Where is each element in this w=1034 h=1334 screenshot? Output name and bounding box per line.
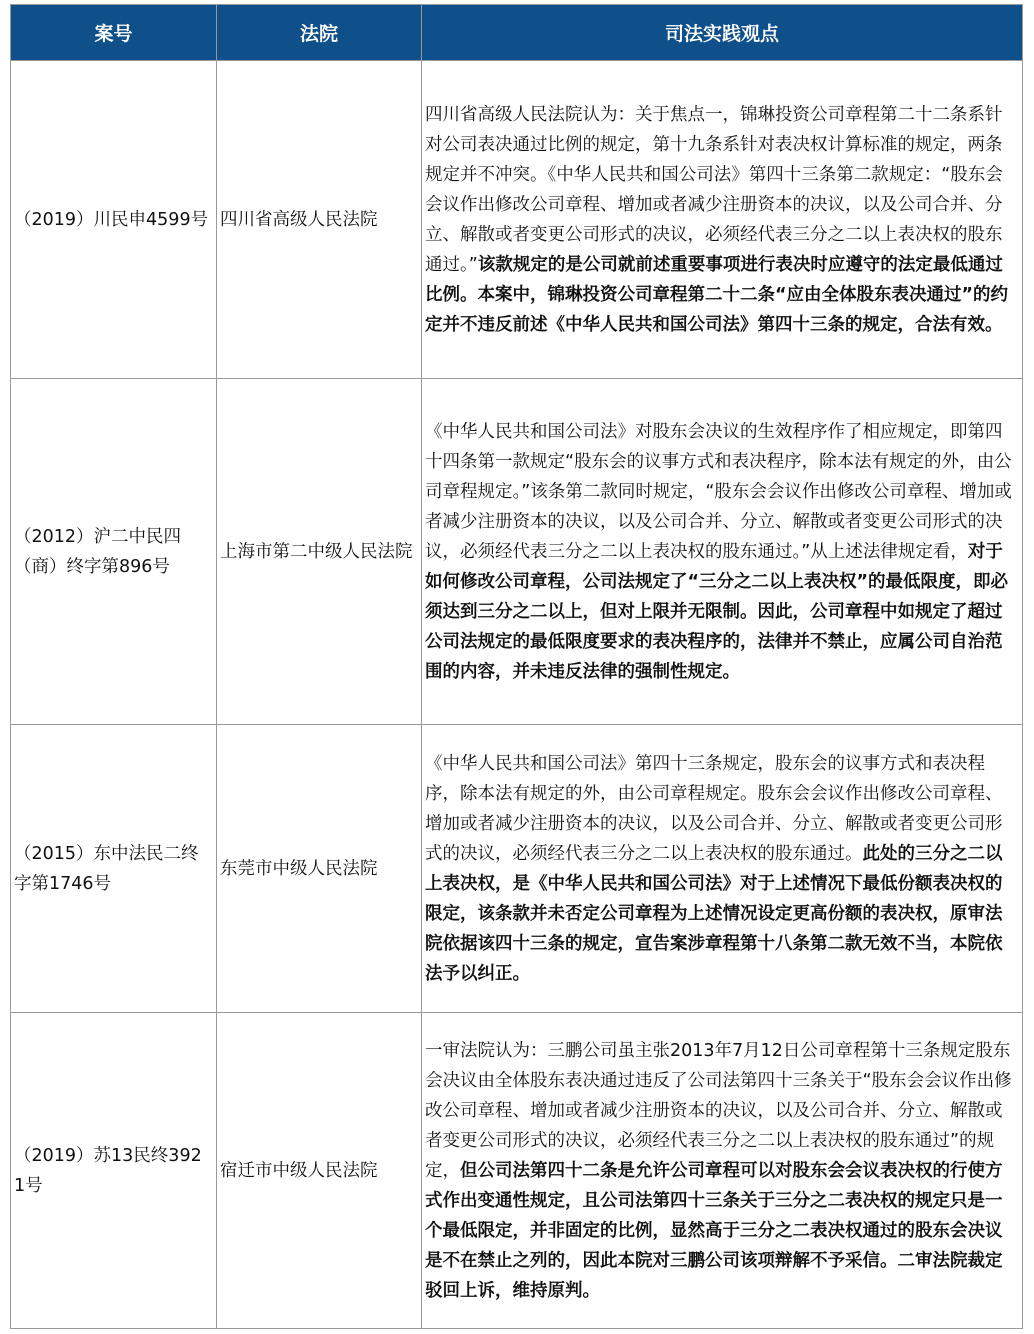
header-judicial-opinion: 司法实践观点 <box>422 5 1023 61</box>
opinion-cell <box>422 379 1023 725</box>
opinion-text: 《中华人民共和国公司法》对股东会决议的生效程序作了相应规定，即第四十四条第一款规定“股东会的议事方式和表决程序，除本法有规定的外，由公司章程规定。”该条第二款同时规定，“股东会会议作出修改公司章程、增加或者减少注册资本的决议，以及公司合并、分立、解散或者变更公司形式的决议，必须经代表三分之二以上表决权的股东通过。”从上述法律规定看， <box>425 421 1012 562</box>
case-number-cell: （2012）沪二中民四（商）终字第896号 <box>11 379 217 725</box>
case-number-cell: （2019）川民申4599号 <box>11 61 217 379</box>
opinion-emphasis: 此处的三分之二以上表决权，是《中华人民共和国公司法》对于上述情况下最低份额表决权的限定，该条款并未否定公司章程为上述情况设定更高份额的表决权，原审法院依据该四十三条的规定，宣告案涉章程第十八条第二款无效不当，本院依法予以纠正。 <box>425 843 1003 984</box>
header-case-number: 案号 <box>11 5 217 61</box>
table-header-row <box>11 5 1023 61</box>
court-cell: 宿迁市中级人民法院 <box>217 1013 422 1329</box>
table-row <box>11 725 1023 1013</box>
table-row <box>11 1013 1023 1329</box>
court-cell: 上海市第二中级人民法院 <box>217 379 422 725</box>
table-row <box>11 379 1023 725</box>
opinion-emphasis: 对于如何修改公司章程，公司法规定了“三分之二以上表决权”的最低限度，即必须达到三分之二以上，但对上限并无限制。因此，公司章程中如规定了超过公司法规定的最低限度要求的表决程序的，法律并不禁止，应属公司自治范围的内容，并未违反法律的强制性规定。 <box>425 541 1009 682</box>
opinion-emphasis: 该款规定的是公司就前述重要事项进行表决时应遵守的法定最低通过比例。本案中，锦琳投资公司章程第二十二条“应由全体股东表决通过”的约定并不违反前述《中华人民共和国公司法》第四十三条的规定，合法有效。 <box>425 254 1009 335</box>
opinion-text: 《中华人民共和国公司法》第四十三条规定，股东会的议事方式和表决程序，除本法有规定的外，由公司章程规定。股东会会议作出修改公司章程、增加或者减少注册资本的决议，以及公司合并、分立、解散或者变更公司形式的决议，必须经代表三分之二以上表决权的股东通过。 <box>425 753 1003 864</box>
case-table <box>10 4 1023 1329</box>
court-cell: 四川省高级人民法院 <box>217 61 422 379</box>
opinion-cell <box>422 725 1023 1013</box>
court-cell: 东莞市中级人民法院 <box>217 725 422 1013</box>
case-number-cell: （2015）东中法民二终字第1746号 <box>11 725 217 1013</box>
opinion-cell <box>422 1013 1023 1329</box>
header-court: 法院 <box>217 5 422 61</box>
table-row <box>11 61 1023 379</box>
opinion-emphasis: 但公司法第四十二条是允许公司章程可以对股东会会议表决权的行使方式作出变通性规定，且公司法第四十三条关于三分之二表决权的规定只是一个最低限定，并非固定的比例，显然高于三分之二表决权通过的股东会决议是不在禁止之列的，因此本院对三鹏公司该项辩解不予采信。二审法院裁定驳回上诉，维持原判。 <box>425 1160 1003 1301</box>
opinion-text: 四川省高级人民法院认为：关于焦点一，锦琳投资公司章程第二十二条系针对公司表决通过比例的规定，第十九条系针对表决权计算标准的规定，两条规定并不冲突。《中华人民共和国公司法》第四十三条第二款规定：“股东会会议作出修改公司章程、增加或者减少注册资本的决议，以及公司合并、分立、解散或者变更公司形式的决议，必须经代表三分之二以上表决权的股东通过。” <box>425 104 1003 275</box>
opinion-cell <box>422 61 1023 379</box>
case-number-cell: （2019）苏13民终3921号 <box>11 1013 217 1329</box>
opinion-text: 一审法院认为：三鹏公司虽主张2013年7月12日公司章程第十三条规定股东会决议由全体股东表决通过违反了公司法第四十三条关于“股东会会议作出修改公司章程、增加或者减少注册资本的决议，以及公司合并、分立、解散或者变更公司形式的决议，必须经代表三分之二以上表决权的股东通过”的规定， <box>425 1040 1012 1181</box>
